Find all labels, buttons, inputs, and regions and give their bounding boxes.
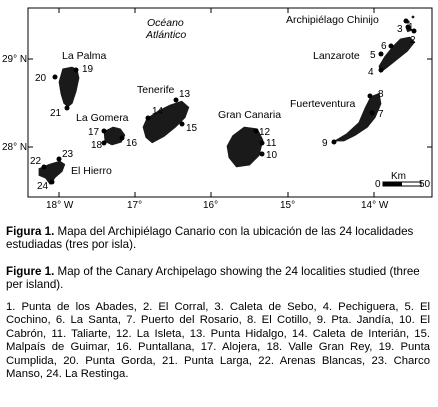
point-label-9: 9	[322, 138, 328, 149]
caption-english-text: Map of the Canary Archipelago showing the 24 localities studied (three per island).	[6, 265, 420, 292]
caption-spanish	[6, 225, 430, 252]
point-14	[146, 116, 151, 121]
island-name-la-palma: La Palma	[62, 50, 107, 62]
point-9	[332, 140, 337, 145]
lat-label-29: 29° N	[2, 54, 28, 65]
point-15	[180, 122, 185, 127]
point-4	[379, 68, 384, 73]
island-name-gran-canaria: Gran Canaria	[218, 109, 282, 121]
point-label-15: 15	[186, 123, 198, 134]
point-21	[65, 106, 70, 111]
island-name-el-hierro: El Hierro	[71, 165, 112, 177]
point-label-8: 8	[378, 89, 384, 100]
point-label-4: 4	[368, 67, 374, 78]
lon-label-14: 14° W	[361, 200, 389, 210]
point-10	[260, 152, 265, 157]
point-20	[53, 75, 58, 80]
point-label-7: 7	[378, 109, 384, 120]
point-label-20: 20	[35, 73, 47, 84]
point-5	[379, 52, 384, 57]
point-11	[260, 141, 265, 146]
point-label-21: 21	[50, 108, 62, 119]
point-18	[102, 141, 107, 146]
point-label-1: 1	[408, 22, 414, 33]
point-label-24: 24	[37, 181, 49, 192]
island-name-la-gomera: La Gomera	[76, 112, 129, 124]
ocean-label-line2: Atlántico	[146, 29, 187, 41]
point-label-22: 22	[30, 156, 42, 167]
point-7	[370, 111, 375, 116]
lon-label-15: 15°	[280, 200, 296, 210]
lon-label-17: 17°	[127, 200, 143, 210]
point-23	[57, 157, 62, 162]
ocean-label-line1: Océano	[147, 17, 184, 29]
point-label-12: 12	[259, 127, 271, 138]
caption-spanish-label: Figura 1.	[6, 225, 55, 238]
scale-zero: 0	[375, 179, 381, 190]
point-8	[368, 94, 373, 99]
lon-label-18: 18° W	[46, 200, 74, 210]
point-label-13: 13	[179, 89, 191, 100]
scale-max: 50	[419, 179, 431, 190]
point-label-2: 2	[410, 35, 416, 46]
point-label-23: 23	[62, 149, 74, 160]
island-name-chinijo: Archipiélago Chinijo	[286, 14, 379, 26]
locations-list: 1. Punta de los Abades, 2. El Corral, 3. Caleta de Sebo, 4. Pechiguera, 5. El Cochino, 6. La Santa, 7. Puerto del Rosario, 8. El Cotillo, 9. Pta. Jandía, 10. El Cabrón, 11. Taliarte, 12. La Isleta, 13. Punta Hidalgo, 14. Caleta de Interián, 15. Malpaís de Guimar, 16. Puntallana, 17. Alojera, 18. Valle Gran Rey, 19. Punta Cumplida, 20. Punta Gorda, 21. Punta Larga, 22. Arenas Blancas, 23. Charco Manso, 24. La Restinga.	[6, 301, 430, 381]
lat-label-28: 28° N	[2, 142, 28, 153]
point-label-3: 3	[397, 24, 403, 35]
point-label-16: 16	[126, 138, 138, 149]
island-name-fuerteventura: Fuerteventura	[290, 98, 356, 110]
point-24	[50, 180, 55, 185]
point-label-19: 19	[82, 64, 94, 75]
island-name-lanzarote: Lanzarote	[313, 50, 360, 62]
caption-spanish-text: Mapa del Archipiélago Canario con la ubicación de las 24 localidades estudiadas (tres por isla).	[6, 225, 414, 252]
point-13	[174, 98, 179, 103]
point-19	[74, 68, 79, 73]
point-label-6: 6	[381, 41, 387, 52]
point-label-10: 10	[266, 150, 278, 161]
point-16	[120, 136, 125, 141]
point-label-11: 11	[266, 138, 277, 149]
point-6	[389, 44, 394, 49]
point-label-5: 5	[370, 50, 376, 61]
point-label-17: 17	[88, 127, 100, 138]
point-label-18: 18	[91, 140, 103, 151]
point-17	[102, 129, 107, 134]
point-12	[254, 129, 259, 134]
scale-unit: Km	[391, 171, 406, 182]
caption-english-label: Figure 1.	[6, 265, 55, 278]
caption-english	[6, 265, 430, 292]
island-chinijo-c	[411, 15, 415, 19]
point-label-14: 14	[152, 106, 164, 117]
island-name-tenerife: Tenerife	[137, 84, 175, 96]
lon-label-16: 16°	[203, 200, 219, 210]
point-22	[42, 165, 47, 170]
